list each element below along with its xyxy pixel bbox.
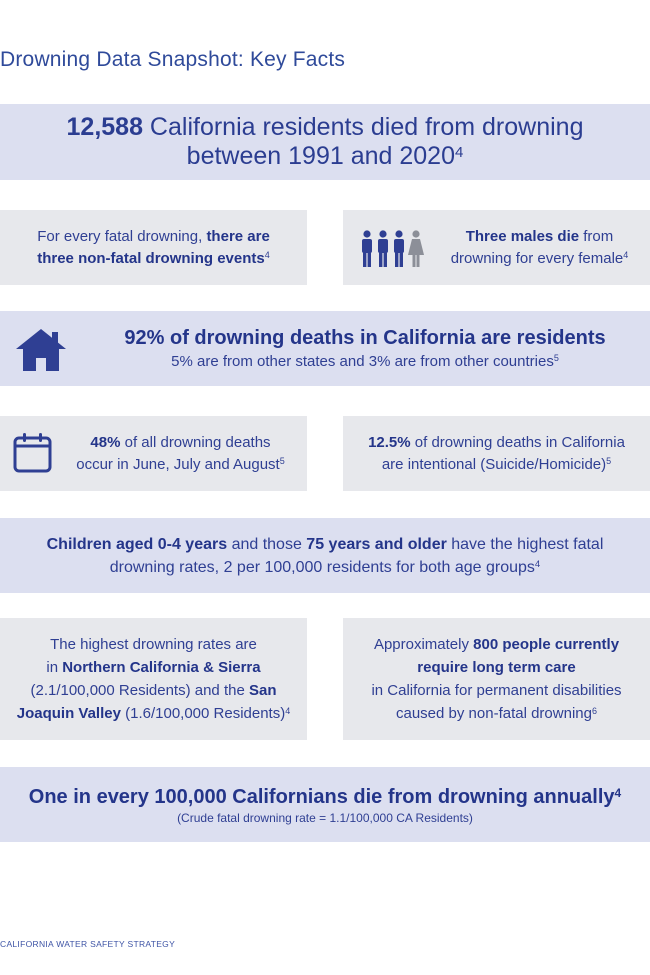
annual-headline: One in every 100,000 Californians die from drowning annually — [28, 785, 615, 808]
regions-pre3: (2.1/100,000 Residents) and the — [30, 682, 249, 699]
fact-males — [343, 210, 650, 285]
regions-bold2: Northern California & Sierra — [62, 659, 261, 676]
long-term-care-line3: in California for permanent disabilities — [371, 682, 622, 699]
intentional-text2: are intentional (Suicide/Homicide) — [381, 455, 607, 473]
footer-text: CALIFORNIA WATER SAFETY STRATEGY — [0, 939, 176, 949]
age-groups-text3: drowning rates, 2 per 100,000 residents for both age groups — [109, 558, 535, 576]
regions-bold4: Joaquin Valley — [16, 705, 121, 722]
annual-sub: (Crude fatal drowning rate = 1.1/100,000 CA Residents) — [177, 810, 473, 825]
fact-regions — [0, 618, 307, 740]
residents-percent-headline: 92% of drowning deaths in California are residents — [124, 326, 606, 349]
fact-long-term-care — [343, 618, 650, 740]
regions-text4: (1.6/100,000 Residents) — [120, 705, 286, 722]
non-fatal-pre: For every fatal drowning, — [37, 227, 207, 245]
reference-marker: 5 — [553, 353, 559, 363]
fact-non-fatal — [0, 210, 307, 285]
page-title: Drowning Data Snapshot: Key Facts — [0, 48, 346, 71]
reference-marker: 4 — [285, 705, 291, 716]
reference-marker: 4 — [264, 250, 270, 260]
long-term-care-bold2: require long term care — [417, 659, 576, 676]
regions-bold3: San — [248, 682, 277, 699]
people-icon — [359, 230, 431, 268]
non-fatal-bold2: three non-fatal drowning events — [37, 249, 265, 267]
age-groups-text2: have the highest fatal — [446, 535, 604, 553]
regions-line1: The highest drowning rates are — [50, 636, 257, 653]
reference-marker: 4 — [454, 143, 464, 161]
house-icon — [14, 327, 68, 380]
intentional-bold: 12.5% — [368, 433, 411, 451]
age-groups-bold2: 75 years and older — [306, 535, 447, 553]
fact-residents-percent — [0, 311, 650, 386]
males-bold: Three males die — [465, 227, 580, 245]
age-groups-bold1: Children aged 0-4 years — [46, 535, 228, 553]
fact-summer-months — [0, 416, 307, 491]
summer-text1: of all drowning deaths — [120, 433, 271, 451]
reference-marker: 5 — [279, 456, 285, 466]
summer-bold: 48% — [90, 433, 121, 451]
calendar-icon — [12, 432, 54, 481]
reference-marker: 6 — [591, 705, 597, 716]
residents-died-line2: between 1991 and 2020 — [186, 142, 455, 170]
intentional-text1: of drowning deaths in California — [410, 433, 625, 451]
long-term-care-pre1: Approximately — [373, 636, 474, 653]
fact-age-groups — [0, 518, 650, 593]
regions-pre2: in — [46, 659, 63, 676]
reference-marker: 5 — [606, 456, 612, 466]
long-term-care-line4: caused by non-fatal drowning — [396, 705, 592, 722]
fact-annual-rate — [0, 767, 650, 842]
residents-died-number: 12,588 — [66, 113, 143, 141]
fact-residents-died — [0, 104, 650, 180]
non-fatal-bold1: there are — [206, 227, 270, 245]
age-groups-text1: and those — [227, 535, 307, 553]
residents-percent-sub: 5% are from other states and 3% are from other countries — [171, 352, 554, 370]
males-text1: from — [579, 227, 614, 245]
fact-intentional — [343, 416, 650, 491]
long-term-care-bold1: 800 people currently — [473, 636, 620, 653]
reference-marker: 4 — [623, 250, 629, 260]
residents-died-text: California residents died from drowning — [142, 113, 584, 141]
reference-marker: 4 — [614, 785, 622, 800]
males-text2: drowning for every female — [450, 249, 624, 267]
summer-text2: occur in June, July and August — [76, 455, 280, 473]
reference-marker: 4 — [534, 558, 541, 570]
